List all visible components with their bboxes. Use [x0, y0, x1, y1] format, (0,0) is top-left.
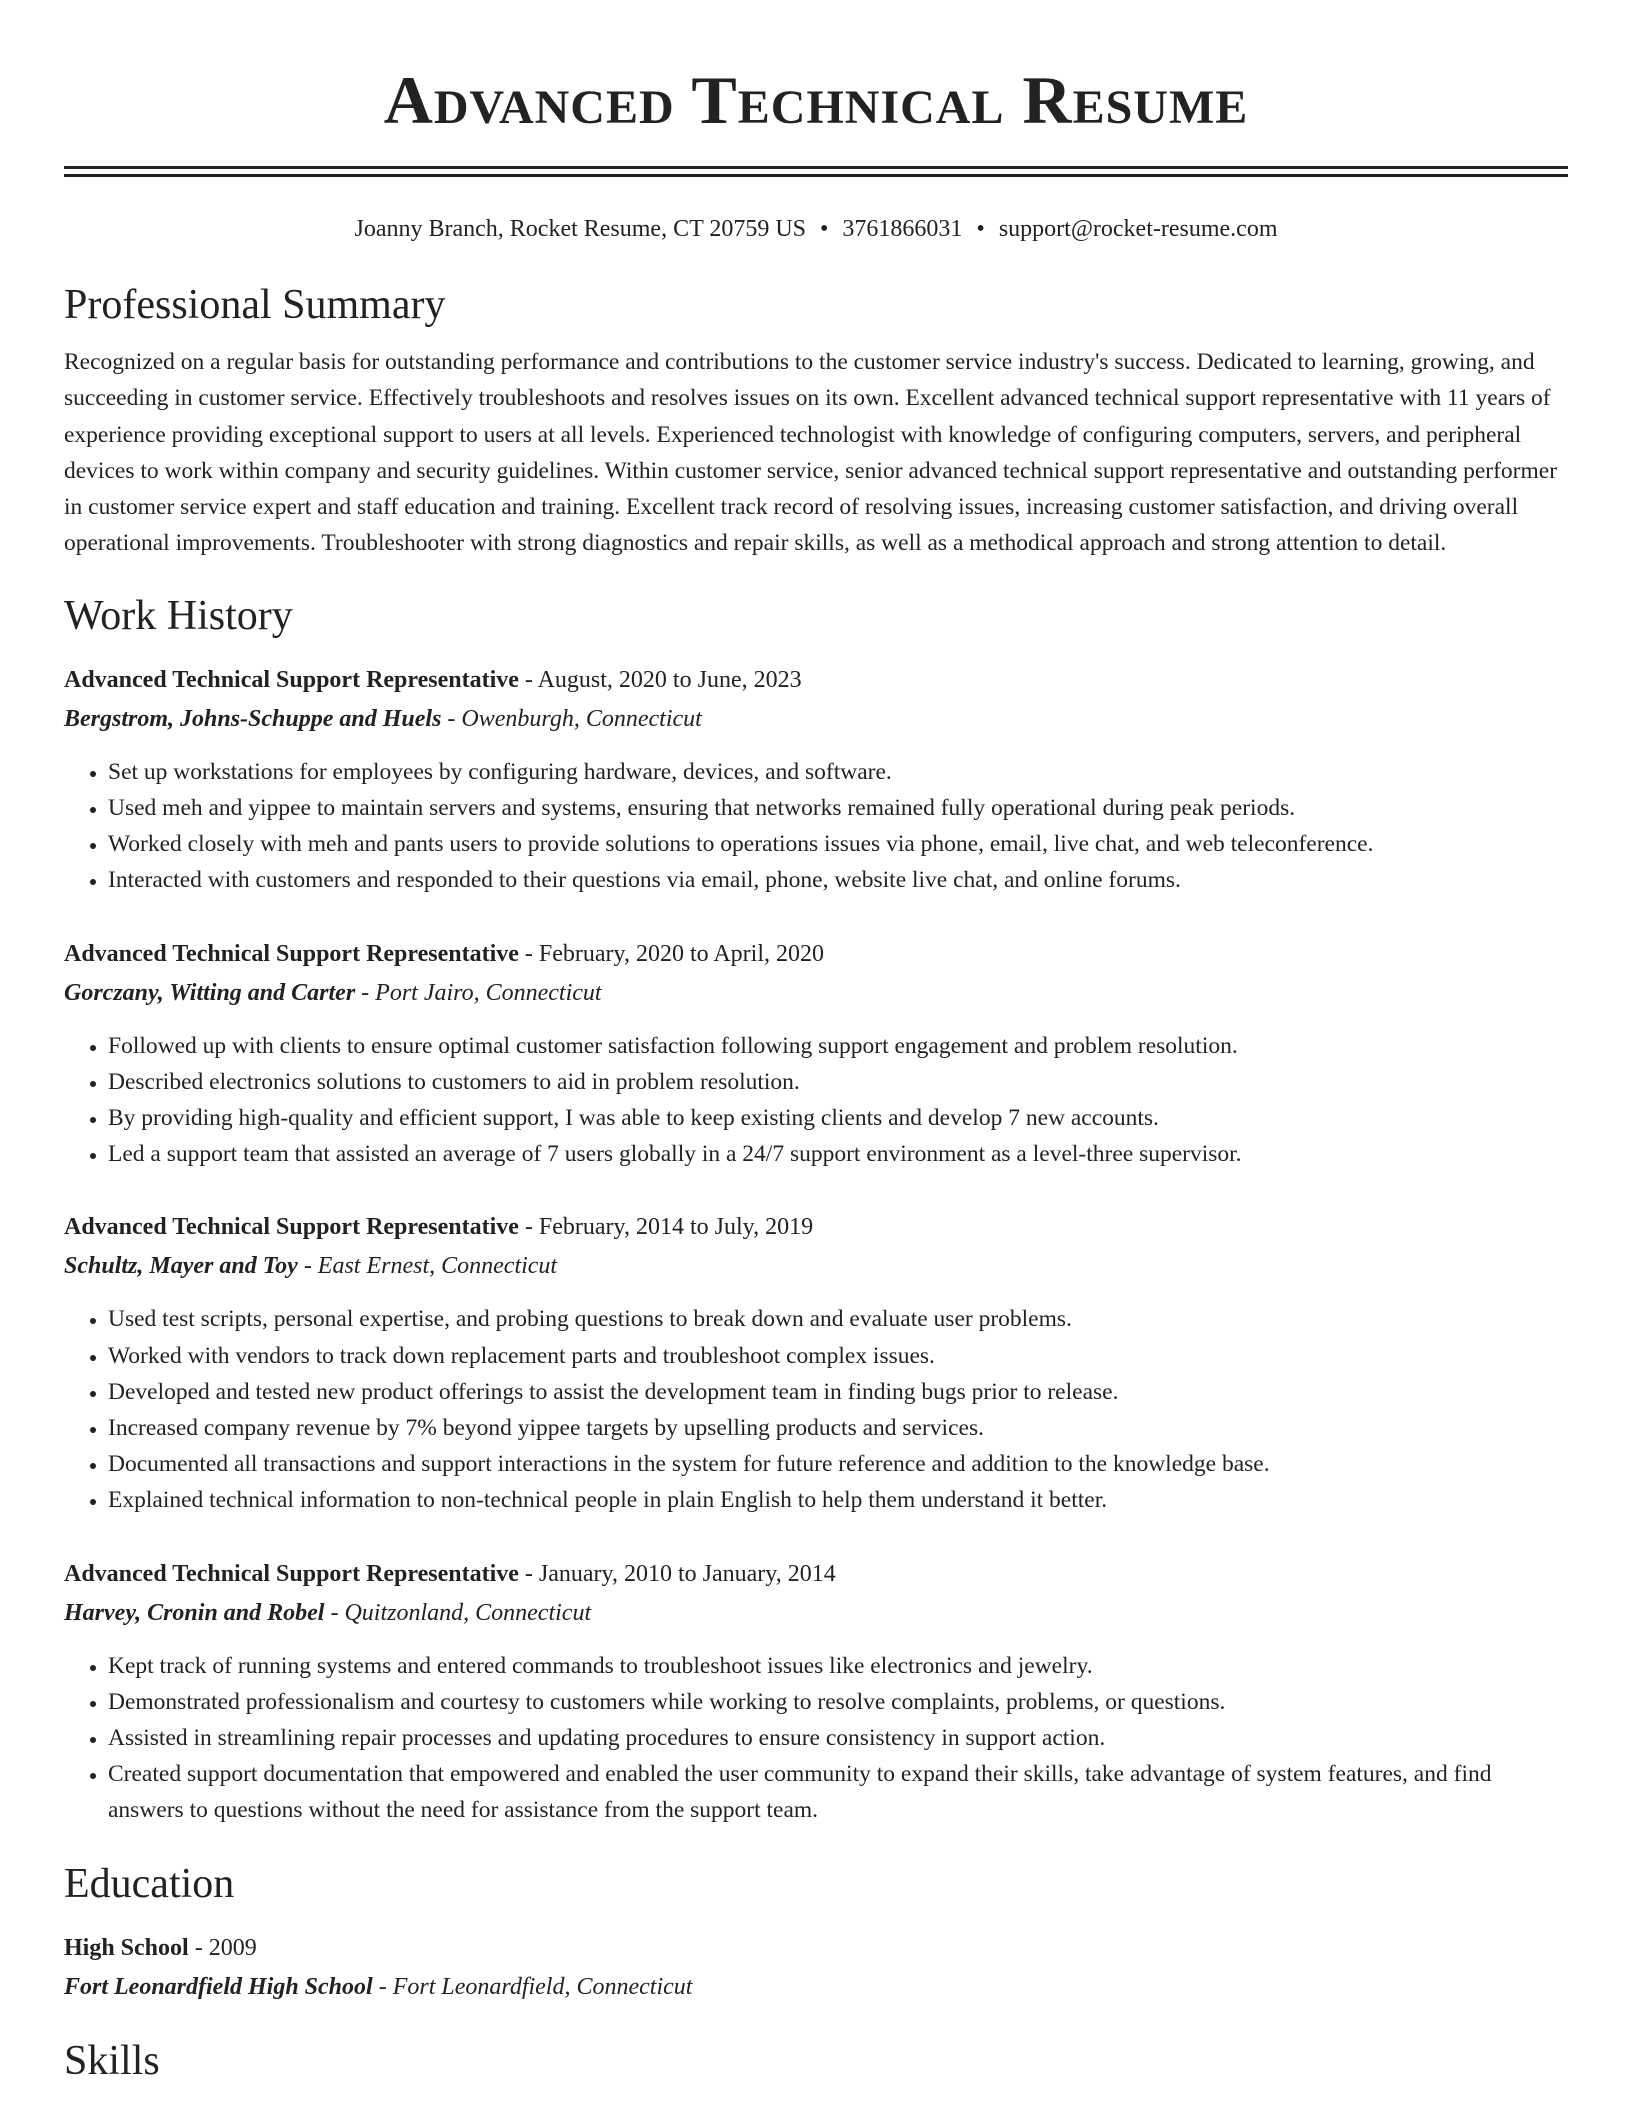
job-bullets	[64, 1301, 1568, 1518]
resume-title: Advanced Technical Resume	[383, 62, 1249, 138]
job-title: Advanced Technical Support Representative	[64, 1560, 519, 1587]
summary-heading: Professional Summary	[64, 282, 446, 328]
job-bullet: • Used test scripts, personal expertise, and probing questions to break down and evaluate user problems.	[108, 1301, 1568, 1337]
job-title-line	[64, 937, 1568, 971]
job-bullet: • Interacted with customers and responded to their questions via email, phone, website live chat, and online forums.	[108, 862, 1568, 898]
job-bullet: • Increased company revenue by 7% beyond yippee targets by upselling products and services.	[108, 1410, 1568, 1446]
work-history-heading: Work History	[64, 592, 293, 639]
job-title-line	[64, 1210, 1568, 1244]
job-title: Advanced Technical Support Representative	[64, 666, 519, 693]
job-entry	[64, 937, 1568, 1173]
job-bullet: • Documented all transactions and support interactions in the system for future reference and addition to the knowledge base.	[108, 1446, 1568, 1482]
school-line	[64, 1970, 1568, 2004]
employer-name: Schultz, Mayer and Toy	[64, 1253, 298, 1280]
employer-name: Bergstrom, Johns-Schuppe and Huels	[64, 705, 442, 732]
education-entry	[64, 1931, 1568, 2004]
job-title: Advanced Technical Support Representative	[64, 1214, 519, 1241]
title-double-rule	[64, 166, 1568, 177]
employer-name: Harvey, Cronin and Robel	[64, 1599, 325, 1626]
job-bullet: • Assisted in streamlining repair processes and updating procedures to ensure consistency in support action.	[108, 1720, 1568, 1756]
employer-line	[64, 1596, 1568, 1630]
contact-separator: •	[820, 216, 829, 242]
job-bullet: • Worked with vendors to track down replacement parts and troubleshoot complex issues.	[108, 1338, 1568, 1374]
job-bullet: • By providing high-quality and efficient support, I was able to keep existing clients and develop 7 new accounts.	[108, 1100, 1568, 1136]
job-bullet: • Used meh and yippee to maintain servers and systems, ensuring that networks remained fully operational during peak periods.	[108, 790, 1568, 826]
employer-line	[64, 976, 1568, 1010]
job-dates: - February, 2014 to July, 2019	[518, 1214, 814, 1241]
school-name: Fort Leonardfield High School	[64, 1973, 373, 2000]
employer-location: - Owenburgh, Connecticut	[441, 705, 702, 732]
job-entry	[64, 663, 1568, 899]
job-bullet: • Explained technical information to non-technical people in plain English to help them understand it better.	[108, 1482, 1568, 1518]
employer-location: - Quitzonland, Connecticut	[324, 1599, 592, 1626]
job-bullet: • Described electronics solutions to customers to aid in problem resolution.	[108, 1064, 1568, 1100]
employer-line	[64, 702, 1568, 736]
job-bullets	[64, 1648, 1568, 1829]
contact-email: support@rocket-resume.com	[998, 216, 1278, 242]
job-entry	[64, 1557, 1568, 1829]
job-title-line	[64, 663, 1568, 697]
job-bullet: • Set up workstations for employees by configuring hardware, devices, and software.	[108, 754, 1568, 790]
job-bullet: • Kept track of running systems and entered commands to troubleshoot issues like electronics and jewelry.	[108, 1648, 1568, 1684]
job-bullet: • Followed up with clients to ensure optimal customer satisfaction following support engagement and problem resolution.	[108, 1028, 1568, 1064]
employer-line	[64, 1249, 1568, 1283]
employer-location: - Port Jairo, Connecticut	[355, 979, 602, 1006]
job-bullet: • Demonstrated professionalism and courtesy to customers while working to resolve complaints, problems, or questions.	[108, 1684, 1568, 1720]
job-bullet: • Developed and tested new product offerings to assist the development team in finding bugs prior to release.	[108, 1374, 1568, 1410]
job-dates: - February, 2020 to April, 2020	[518, 940, 824, 967]
job-bullet: • Created support documentation that empowered and enabled the user community to expand their skills, take advantage of system features, and find answers to questions without the need for assistance from the support team.	[108, 1756, 1568, 1828]
degree-line	[64, 1931, 1568, 1965]
skills-heading: Skills	[64, 2037, 160, 2084]
contact-phone: 3761866031	[842, 216, 963, 242]
job-bullets	[64, 1028, 1568, 1173]
contact-line	[64, 212, 1568, 246]
job-bullet: • Led a support team that assisted an average of 7 users globally in a 24/7 support environment as a level-three supervisor.	[108, 1136, 1568, 1172]
contact-separator: •	[976, 216, 985, 242]
education-heading: Education	[64, 1860, 235, 1907]
contact-address: Joanny Branch, Rocket Resume, CT 20759 US	[354, 216, 806, 242]
job-bullet: • Worked closely with meh and pants users to provide solutions to operations issues via phone, email, live chat, and web teleconference.	[108, 826, 1568, 862]
employer-location: - East Ernest, Connecticut	[297, 1253, 558, 1280]
job-title: Advanced Technical Support Representative	[64, 940, 519, 967]
job-dates: - August, 2020 to June, 2023	[518, 666, 802, 693]
job-title-line	[64, 1557, 1568, 1591]
employer-name: Gorczany, Witting and Carter	[64, 979, 356, 1006]
summary-text: Recognized on a regular basis for outstanding performance and contributions to the customer service industry's success. Dedicated to learning, growing, and succeeding in customer service. Effectively troubleshoots and resolves issues on its own. Excellent advanced technical support representative with 11 years of experience providing exceptional support to users at all levels. Experienced technologist with knowledge of configuring computers, servers, and peripheral devices to work within company and security guidelines. Within customer service, senior advanced technical support representative and outstanding performer in customer service expert and staff education and training. Excellent track record of resolving issues, increasing customer satisfaction, and driving overall operational improvements. Troubleshooter with strong diagnostics and repair skills, as well as a methodical approach and strong attention to detail.	[64, 349, 1558, 557]
job-entry	[64, 1210, 1568, 1518]
job-dates: - January, 2010 to January, 2014	[518, 1560, 836, 1587]
school-location: - Fort Leonardfield, Connecticut	[372, 1973, 693, 2000]
degree-name: High School	[64, 1934, 189, 1961]
job-bullets	[64, 754, 1568, 899]
degree-year: - 2009	[188, 1934, 257, 1961]
